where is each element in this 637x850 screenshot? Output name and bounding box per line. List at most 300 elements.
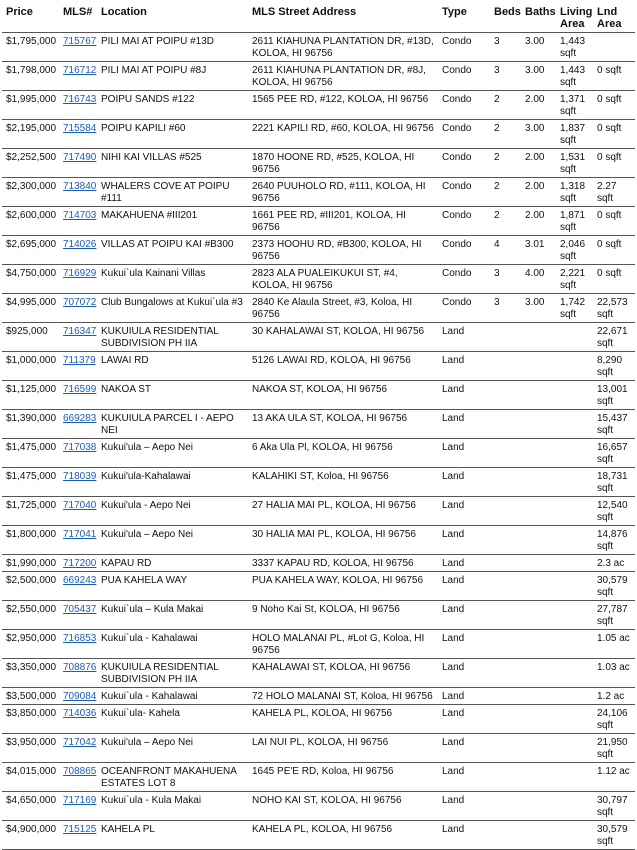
type-cell: Condo <box>438 62 490 91</box>
mls-cell <box>59 178 97 207</box>
table-row <box>2 236 635 265</box>
mls-link[interactable]: 717042 <box>63 737 97 748</box>
baths-cell: 3.01 <box>521 236 556 265</box>
beds-cell: 2 <box>490 120 521 149</box>
type-cell: Land <box>438 497 490 526</box>
mls-cell <box>59 410 97 439</box>
mls-cell <box>59 572 97 601</box>
address-cell: 2640 PUUHOLO RD, #111, KOLOA, HI 96756 <box>248 178 438 207</box>
location-cell: Kukui'ula - Aepo Nei <box>97 497 248 526</box>
baths-cell <box>521 526 556 555</box>
beds-cell: 3 <box>490 33 521 62</box>
location-cell: PILI MAI AT POIPU #8J <box>97 62 248 91</box>
land-area-cell: 15,437 sqft <box>593 410 635 439</box>
column-header-location[interactable]: Location <box>97 3 248 33</box>
mls-link[interactable]: 717038 <box>63 442 97 453</box>
beds-cell <box>490 601 521 630</box>
location-cell: KUKUIULA RESIDENTIAL SUBDIVISION PH IIA <box>97 323 248 352</box>
table-row <box>2 555 635 572</box>
table-row <box>2 381 635 410</box>
mls-cell <box>59 821 97 850</box>
baths-cell <box>521 734 556 763</box>
location-cell: Kukui`ula – Kula Makai <box>97 601 248 630</box>
table-row <box>2 792 635 821</box>
address-cell: 1661 PEE RD, #III201, KOLOA, HI 96756 <box>248 207 438 236</box>
mls-cell <box>59 601 97 630</box>
land-area-cell: 12,540 sqft <box>593 497 635 526</box>
location-cell: POIPU KAPILI #60 <box>97 120 248 149</box>
type-cell: Land <box>438 659 490 688</box>
baths-cell <box>521 352 556 381</box>
type-cell: Condo <box>438 120 490 149</box>
address-cell: LAI NUI PL, KOLOA, HI 96756 <box>248 734 438 763</box>
location-cell: Kukui'ula – Aepo Nei <box>97 734 248 763</box>
baths-cell <box>521 630 556 659</box>
land-area-cell: 1.05 ac <box>593 630 635 659</box>
address-cell: 72 HOLO MALANAI ST, Koloa, HI 96756 <box>248 688 438 705</box>
table-row <box>2 601 635 630</box>
living-area-cell <box>556 821 593 850</box>
table-row <box>2 410 635 439</box>
price-cell: $2,500,000 <box>2 572 59 601</box>
price-cell: $1,725,000 <box>2 497 59 526</box>
baths-cell <box>521 659 556 688</box>
baths-cell <box>521 572 556 601</box>
table-row <box>2 688 635 705</box>
land-area-cell: 0 sqft <box>593 91 635 120</box>
living-area-cell <box>556 792 593 821</box>
price-cell: $2,195,000 <box>2 120 59 149</box>
table-row <box>2 149 635 178</box>
baths-cell: 4.00 <box>521 265 556 294</box>
land-area-cell: 30,579 sqft <box>593 572 635 601</box>
table-row <box>2 265 635 294</box>
price-cell: $3,350,000 <box>2 659 59 688</box>
living-area-cell <box>556 381 593 410</box>
type-cell: Land <box>438 734 490 763</box>
price-cell: $3,500,000 <box>2 688 59 705</box>
mls-cell <box>59 630 97 659</box>
beds-cell <box>490 705 521 734</box>
beds-cell: 3 <box>490 265 521 294</box>
location-cell: MAKAHUENA #III201 <box>97 207 248 236</box>
baths-cell: 2.00 <box>521 149 556 178</box>
price-cell: $1,990,000 <box>2 555 59 572</box>
address-cell: 3337 KAPAU RD, KOLOA, HI 96756 <box>248 555 438 572</box>
address-cell: PUA KAHELA WAY, KOLOA, HI 96756 <box>248 572 438 601</box>
mls-link[interactable]: 716743 <box>63 94 97 105</box>
beds-cell <box>490 352 521 381</box>
price-cell: $1,795,000 <box>2 33 59 62</box>
price-cell: $3,850,000 <box>2 705 59 734</box>
table-row <box>2 207 635 236</box>
baths-cell <box>521 381 556 410</box>
land-area-cell: 1.12 ac <box>593 763 635 792</box>
type-cell: Land <box>438 381 490 410</box>
beds-cell: 3 <box>490 294 521 323</box>
location-cell: VILLAS AT POIPU KAI #B300 <box>97 236 248 265</box>
living-area-cell <box>556 497 593 526</box>
land-area-cell: 22,671 sqft <box>593 323 635 352</box>
address-cell: 2823 ALA PUALEIKUKUI ST, #4, KOLOA, HI 96756 <box>248 265 438 294</box>
table-row <box>2 659 635 688</box>
address-cell: 6 Aka Ula Pl, KOLOA, HI 96756 <box>248 439 438 468</box>
price-cell: $3,950,000 <box>2 734 59 763</box>
living-area-cell <box>556 734 593 763</box>
location-cell: POIPU SANDS #122 <box>97 91 248 120</box>
table-row <box>2 763 635 792</box>
mls-link[interactable]: 708865 <box>63 766 97 777</box>
type-cell: Land <box>438 572 490 601</box>
table-header <box>2 3 635 33</box>
mls-link[interactable]: 715767 <box>63 36 97 47</box>
address-cell: HOLO MALANAI PL, #Lot G, Koloa, HI 96756 <box>248 630 438 659</box>
column-header-mls[interactable]: MLS# <box>59 3 97 33</box>
price-cell: $2,950,000 <box>2 630 59 659</box>
price-cell: $1,125,000 <box>2 381 59 410</box>
mls-link[interactable]: 717169 <box>63 795 97 806</box>
living-area-cell <box>556 705 593 734</box>
header-row <box>2 3 635 33</box>
mls-link[interactable]: 705437 <box>63 604 97 615</box>
location-cell: KAHELA PL <box>97 821 248 850</box>
baths-cell <box>521 792 556 821</box>
land-area-cell: 8,290 sqft <box>593 352 635 381</box>
address-cell: NAKOA ST, KOLOA, HI 96756 <box>248 381 438 410</box>
living-area-cell: 1,837 sqft <box>556 120 593 149</box>
address-cell: 13 AKA ULA ST, KOLOA, HI 96756 <box>248 410 438 439</box>
land-area-cell <box>593 33 635 62</box>
mls-link[interactable]: 715584 <box>63 123 97 134</box>
address-cell: 9 Noho Kai St, KOLOA, HI 96756 <box>248 601 438 630</box>
table-row <box>2 497 635 526</box>
land-area-cell: 2.27 sqft <box>593 178 635 207</box>
location-cell: Kukui`ula Kainani Villas <box>97 265 248 294</box>
mls-link[interactable]: 717040 <box>63 500 97 511</box>
living-area-cell <box>556 601 593 630</box>
land-area-cell: 13,001 sqft <box>593 381 635 410</box>
living-area-cell <box>556 410 593 439</box>
beds-cell <box>490 821 521 850</box>
baths-cell <box>521 705 556 734</box>
price-cell: $1,000,000 <box>2 352 59 381</box>
beds-cell: 2 <box>490 149 521 178</box>
mls-cell <box>59 468 97 497</box>
type-cell: Condo <box>438 207 490 236</box>
type-cell: Condo <box>438 91 490 120</box>
location-cell: NIHI KAI VILLAS #525 <box>97 149 248 178</box>
table-row <box>2 526 635 555</box>
mls-link[interactable]: 669283 <box>63 413 97 424</box>
beds-cell <box>490 526 521 555</box>
location-cell: Kukui`ula - Kahalawai <box>97 688 248 705</box>
beds-cell <box>490 572 521 601</box>
location-cell: KUKUIULA PARCEL I - AEPO NEI <box>97 410 248 439</box>
type-cell: Land <box>438 763 490 792</box>
mls-cell <box>59 792 97 821</box>
address-cell: KAHELA PL, KOLOA, HI 96756 <box>248 821 438 850</box>
table-row <box>2 120 635 149</box>
address-cell: 1870 HOONE RD, #525, KOLOA, HI 96756 <box>248 149 438 178</box>
living-area-cell: 1,443 sqft <box>556 33 593 62</box>
type-cell: Condo <box>438 236 490 265</box>
living-area-cell <box>556 323 593 352</box>
type-cell: Land <box>438 821 490 850</box>
living-area-cell: 1,531 sqft <box>556 149 593 178</box>
location-cell: Kukui'ula-Kahalawai <box>97 468 248 497</box>
price-cell: $1,995,000 <box>2 91 59 120</box>
land-area-cell: 0 sqft <box>593 62 635 91</box>
address-cell: 2373 HOOHU RD, #B300, KOLOA, HI 96756 <box>248 236 438 265</box>
column-header-address[interactable]: MLS Street Address <box>248 3 438 33</box>
price-cell: $2,550,000 <box>2 601 59 630</box>
type-cell: Condo <box>438 178 490 207</box>
mls-link[interactable]: 717490 <box>63 152 97 163</box>
mls-cell <box>59 265 97 294</box>
mls-link[interactable]: 717200 <box>63 558 97 569</box>
mls-cell <box>59 659 97 688</box>
address-cell: KAHELA PL, KOLOA, HI 96756 <box>248 705 438 734</box>
living-area-cell: 1,871 sqft <box>556 207 593 236</box>
mls-cell <box>59 352 97 381</box>
beds-cell: 3 <box>490 62 521 91</box>
type-cell: Land <box>438 792 490 821</box>
mls-link[interactable]: 715125 <box>63 824 97 835</box>
mls-link[interactable]: 669243 <box>63 575 97 586</box>
beds-cell: 2 <box>490 91 521 120</box>
location-cell: KAPAU RD <box>97 555 248 572</box>
price-cell: $4,995,000 <box>2 294 59 323</box>
location-cell: Club Bungalows at Kukui`ula #3 <box>97 294 248 323</box>
mls-cell <box>59 236 97 265</box>
mls-link[interactable]: 716599 <box>63 384 97 395</box>
table-row <box>2 352 635 381</box>
land-area-cell: 27,787 sqft <box>593 601 635 630</box>
mls-link[interactable]: 708876 <box>63 662 97 673</box>
baths-cell: 3.00 <box>521 120 556 149</box>
living-area-cell: 1,318 sqft <box>556 178 593 207</box>
land-area-cell: 22,573 sqft <box>593 294 635 323</box>
land-area-cell: 1.03 ac <box>593 659 635 688</box>
mls-link[interactable]: 707072 <box>63 297 97 308</box>
living-area-cell <box>556 352 593 381</box>
land-area-cell: 30,797 sqft <box>593 792 635 821</box>
mls-cell <box>59 323 97 352</box>
mls-link[interactable]: 714036 <box>63 708 97 719</box>
land-area-cell: 2.3 ac <box>593 555 635 572</box>
mls-link[interactable]: 714703 <box>63 210 97 221</box>
baths-cell: 3.00 <box>521 33 556 62</box>
price-cell: $2,300,000 <box>2 178 59 207</box>
type-cell: Condo <box>438 149 490 178</box>
price-cell: $1,390,000 <box>2 410 59 439</box>
mls-cell <box>59 91 97 120</box>
living-area-cell <box>556 630 593 659</box>
mls-link[interactable]: 711379 <box>63 355 96 366</box>
land-area-cell: 24,106 sqft <box>593 705 635 734</box>
living-area-cell: 2,046 sqft <box>556 236 593 265</box>
beds-cell <box>490 381 521 410</box>
beds-cell <box>490 792 521 821</box>
beds-cell <box>490 468 521 497</box>
price-cell: $1,798,000 <box>2 62 59 91</box>
living-area-cell <box>556 659 593 688</box>
beds-cell <box>490 555 521 572</box>
baths-cell <box>521 688 556 705</box>
table-row <box>2 62 635 91</box>
mls-cell <box>59 763 97 792</box>
beds-cell <box>490 323 521 352</box>
type-cell: Condo <box>438 265 490 294</box>
address-cell: 5126 LAWAI RD, KOLOA, HI 96756 <box>248 352 438 381</box>
mls-cell <box>59 555 97 572</box>
mls-link[interactable]: 713840 <box>63 181 97 192</box>
mls-link[interactable]: 717041 <box>63 529 97 540</box>
type-cell: Land <box>438 410 490 439</box>
beds-cell <box>490 688 521 705</box>
mls-link[interactable]: 716853 <box>63 633 97 644</box>
baths-cell <box>521 497 556 526</box>
location-cell: OCEANFRONT MAKAHUENA ESTATES LOT 8 <box>97 763 248 792</box>
column-header-baths[interactable]: Baths <box>521 3 556 33</box>
price-cell: $4,650,000 <box>2 792 59 821</box>
beds-cell <box>490 497 521 526</box>
address-cell: 30 KAHALAWAI ST, KOLOA, HI 96756 <box>248 323 438 352</box>
address-cell: 1565 PEE RD, #122, KOLOA, HI 96756 <box>248 91 438 120</box>
beds-cell: 2 <box>490 178 521 207</box>
living-area-cell <box>556 555 593 572</box>
mls-cell <box>59 688 97 705</box>
baths-cell <box>521 439 556 468</box>
type-cell: Land <box>438 630 490 659</box>
land-area-cell: 1.2 ac <box>593 688 635 705</box>
table-row <box>2 705 635 734</box>
address-cell: 27 HALIA MAI PL, KOLOA, HI 96756 <box>248 497 438 526</box>
location-cell: PILI MAI AT POIPU #13D <box>97 33 248 62</box>
column-header-price[interactable]: Price <box>2 3 59 33</box>
beds-cell <box>490 630 521 659</box>
baths-cell <box>521 468 556 497</box>
type-cell: Land <box>438 323 490 352</box>
baths-cell <box>521 821 556 850</box>
price-cell: $925,000 <box>2 323 59 352</box>
mls-link[interactable]: 718039 <box>63 471 97 482</box>
land-area-cell: 0 sqft <box>593 120 635 149</box>
column-header-living-area[interactable]: Living Area <box>556 3 593 33</box>
baths-cell <box>521 555 556 572</box>
type-cell: Land <box>438 468 490 497</box>
price-cell: $4,750,000 <box>2 265 59 294</box>
price-cell: $1,475,000 <box>2 468 59 497</box>
price-cell: $1,475,000 <box>2 439 59 468</box>
living-area-cell: 1,443 sqft <box>556 62 593 91</box>
column-header-beds[interactable]: Beds <box>490 3 521 33</box>
table-row <box>2 294 635 323</box>
type-cell: Land <box>438 688 490 705</box>
land-area-cell: 30,579 sqft <box>593 821 635 850</box>
mls-link[interactable]: 716712 <box>63 65 97 76</box>
listings-table <box>2 3 635 850</box>
mls-cell <box>59 526 97 555</box>
land-area-cell: 0 sqft <box>593 207 635 236</box>
beds-cell <box>490 410 521 439</box>
living-area-cell <box>556 688 593 705</box>
table-row <box>2 439 635 468</box>
beds-cell: 2 <box>490 207 521 236</box>
type-cell: Land <box>438 439 490 468</box>
price-cell: $1,800,000 <box>2 526 59 555</box>
mls-cell <box>59 734 97 763</box>
table-row <box>2 734 635 763</box>
mls-cell <box>59 33 97 62</box>
mls-link[interactable]: 714026 <box>63 239 97 250</box>
mls-cell <box>59 149 97 178</box>
type-cell: Condo <box>438 294 490 323</box>
beds-cell <box>490 659 521 688</box>
location-cell: LAWAI RD <box>97 352 248 381</box>
beds-cell <box>490 763 521 792</box>
beds-cell <box>490 734 521 763</box>
type-cell: Condo <box>438 33 490 62</box>
price-cell: $2,600,000 <box>2 207 59 236</box>
baths-cell <box>521 323 556 352</box>
column-header-land-area[interactable]: Lnd Area <box>593 3 635 33</box>
type-cell: Land <box>438 555 490 572</box>
baths-cell: 2.00 <box>521 91 556 120</box>
baths-cell: 3.00 <box>521 294 556 323</box>
living-area-cell: 2,221 sqft <box>556 265 593 294</box>
price-cell: $4,015,000 <box>2 763 59 792</box>
baths-cell: 2.00 <box>521 178 556 207</box>
type-cell: Land <box>438 526 490 555</box>
location-cell: WHALERS COVE AT POIPU #111 <box>97 178 248 207</box>
beds-cell: 4 <box>490 236 521 265</box>
location-cell: KUKUIULA RESIDENTIAL SUBDIVISION PH IIA <box>97 659 248 688</box>
living-area-cell: 1,742 sqft <box>556 294 593 323</box>
price-cell: $2,252,500 <box>2 149 59 178</box>
baths-cell: 3.00 <box>521 62 556 91</box>
table-row <box>2 178 635 207</box>
mls-link[interactable]: 716347 <box>63 326 97 337</box>
baths-cell <box>521 410 556 439</box>
table-body <box>2 33 635 850</box>
baths-cell <box>521 601 556 630</box>
land-area-cell: 0 sqft <box>593 265 635 294</box>
living-area-cell <box>556 572 593 601</box>
table-row <box>2 630 635 659</box>
living-area-cell <box>556 439 593 468</box>
baths-cell: 2.00 <box>521 207 556 236</box>
mls-link[interactable]: 709084 <box>63 691 97 702</box>
land-area-cell: 0 sqft <box>593 149 635 178</box>
baths-cell <box>521 763 556 792</box>
table-row <box>2 821 635 850</box>
location-cell: Kukui`ula- Kahela <box>97 705 248 734</box>
location-cell: Kukui'ula – Aepo Nei <box>97 526 248 555</box>
living-area-cell: 1,371 sqft <box>556 91 593 120</box>
address-cell: 2221 KAPILI RD, #60, KOLOA, HI 96756 <box>248 120 438 149</box>
living-area-cell <box>556 763 593 792</box>
living-area-cell <box>556 526 593 555</box>
type-cell: Land <box>438 705 490 734</box>
mls-link[interactable]: 716929 <box>63 268 97 279</box>
land-area-cell: 18,731 sqft <box>593 468 635 497</box>
address-cell: 2611 KIAHUNA PLANTATION DR, #13D, KOLOA, HI 96756 <box>248 33 438 62</box>
table-row <box>2 323 635 352</box>
address-cell: KALAHIKI ST, Koloa, HI 96756 <box>248 468 438 497</box>
column-header-type[interactable]: Type <box>438 3 490 33</box>
land-area-cell: 0 sqft <box>593 236 635 265</box>
